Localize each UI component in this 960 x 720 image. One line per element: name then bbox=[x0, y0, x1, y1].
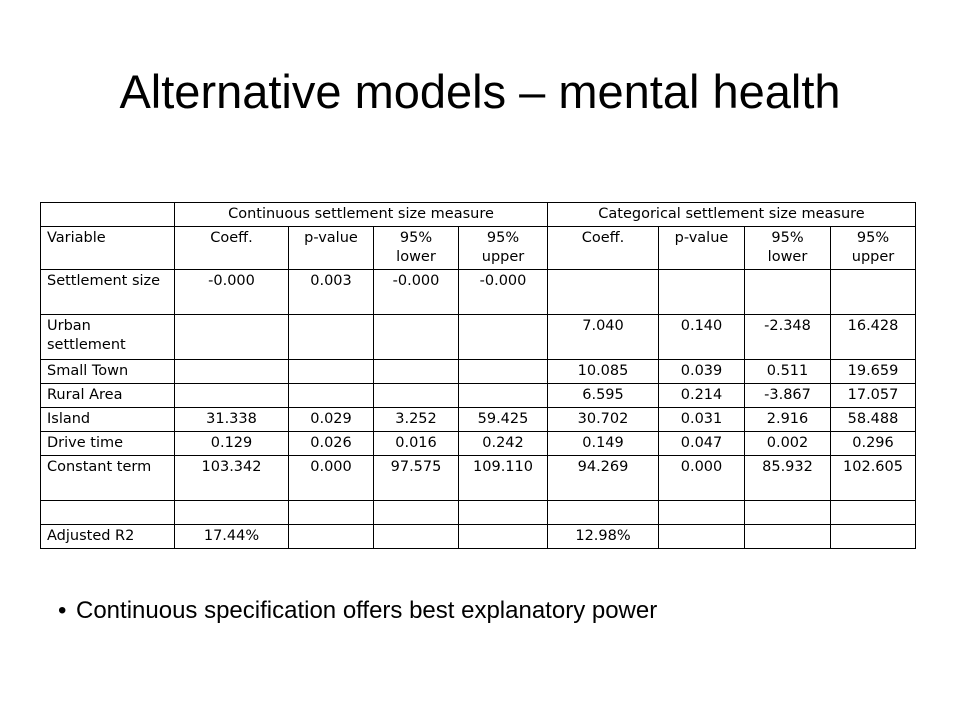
value-cell: 0.003 bbox=[289, 270, 374, 315]
value-cell bbox=[289, 525, 374, 549]
value-cell: 0.296 bbox=[831, 432, 916, 456]
value-cell: 0.000 bbox=[659, 456, 745, 501]
value-cell bbox=[745, 501, 831, 525]
value-cell: 0.029 bbox=[289, 408, 374, 432]
value-cell: 0.242 bbox=[459, 432, 548, 456]
group-header-cell bbox=[41, 203, 175, 227]
value-cell: 85.932 bbox=[745, 456, 831, 501]
value-cell bbox=[459, 315, 548, 360]
value-cell: -0.000 bbox=[459, 270, 548, 315]
value-cell: 0.129 bbox=[175, 432, 289, 456]
row-label-cell: Island bbox=[41, 408, 175, 432]
value-cell bbox=[659, 270, 745, 315]
slide-title: Alternative models – mental health bbox=[119, 65, 841, 118]
value-cell: 0.047 bbox=[659, 432, 745, 456]
value-cell: 12.98% bbox=[548, 525, 659, 549]
value-cell bbox=[659, 525, 745, 549]
value-cell: 59.425 bbox=[459, 408, 548, 432]
value-cell: 102.605 bbox=[831, 456, 916, 501]
value-cell bbox=[548, 501, 659, 525]
table-row bbox=[41, 525, 916, 549]
value-cell: 2.916 bbox=[745, 408, 831, 432]
value-cell bbox=[831, 525, 916, 549]
bullet-text: Continuous specification offers best explanatory power bbox=[76, 597, 658, 624]
column-header: 95% upper bbox=[459, 227, 548, 270]
value-cell: 19.659 bbox=[831, 360, 916, 384]
value-cell: 94.269 bbox=[548, 456, 659, 501]
value-cell bbox=[548, 270, 659, 315]
group-header-categorical: Categorical settlement size measure bbox=[548, 203, 916, 227]
column-header: 95% lower bbox=[745, 227, 831, 270]
value-cell bbox=[289, 360, 374, 384]
value-cell: 0.214 bbox=[659, 384, 745, 408]
row-label-cell bbox=[41, 501, 175, 525]
value-cell bbox=[374, 501, 459, 525]
value-cell bbox=[745, 270, 831, 315]
column-header: Coeff. bbox=[175, 227, 289, 270]
value-cell: 0.000 bbox=[289, 456, 374, 501]
value-cell bbox=[745, 525, 831, 549]
value-cell bbox=[459, 501, 548, 525]
value-cell bbox=[659, 501, 745, 525]
value-cell bbox=[289, 315, 374, 360]
row-label-cell: Rural Area bbox=[41, 384, 175, 408]
value-cell bbox=[175, 315, 289, 360]
value-cell: 58.488 bbox=[831, 408, 916, 432]
value-cell: 103.342 bbox=[175, 456, 289, 501]
value-cell bbox=[289, 501, 374, 525]
value-cell: 30.702 bbox=[548, 408, 659, 432]
row-label-cell: Drive time bbox=[41, 432, 175, 456]
group-header-continuous: Continuous settlement size measure bbox=[175, 203, 548, 227]
value-cell: 6.595 bbox=[548, 384, 659, 408]
value-cell: 97.575 bbox=[374, 456, 459, 501]
value-cell bbox=[831, 501, 916, 525]
value-cell: 0.016 bbox=[374, 432, 459, 456]
value-cell: 31.338 bbox=[175, 408, 289, 432]
value-cell: 7.040 bbox=[548, 315, 659, 360]
value-cell bbox=[374, 315, 459, 360]
row-label-cell: Constant term bbox=[41, 456, 175, 501]
column-header: p-value bbox=[289, 227, 374, 270]
value-cell: -2.348 bbox=[745, 315, 831, 360]
table-row bbox=[41, 456, 916, 501]
value-cell: 16.428 bbox=[831, 315, 916, 360]
row-label-cell: Urban settlement bbox=[41, 315, 175, 360]
table-row bbox=[41, 270, 916, 315]
value-cell bbox=[374, 525, 459, 549]
value-cell bbox=[831, 270, 916, 315]
value-cell bbox=[459, 525, 548, 549]
value-cell bbox=[289, 384, 374, 408]
column-header: p-value bbox=[659, 227, 745, 270]
value-cell: 0.031 bbox=[659, 408, 745, 432]
column-header: Variable bbox=[41, 227, 175, 270]
value-cell bbox=[459, 360, 548, 384]
value-cell bbox=[175, 384, 289, 408]
table-row bbox=[41, 408, 916, 432]
row-label-cell: Settlement size bbox=[41, 270, 175, 315]
value-cell: 109.110 bbox=[459, 456, 548, 501]
column-header: 95% lower bbox=[374, 227, 459, 270]
table-row bbox=[41, 432, 916, 456]
value-cell: 0.511 bbox=[745, 360, 831, 384]
regression-results-table bbox=[40, 202, 916, 549]
value-cell bbox=[175, 360, 289, 384]
column-header-row bbox=[41, 227, 916, 270]
table-row bbox=[41, 501, 916, 525]
value-cell: 10.085 bbox=[548, 360, 659, 384]
row-label-cell: Adjusted R2 bbox=[41, 525, 175, 549]
group-header-row bbox=[41, 203, 916, 227]
value-cell: 17.057 bbox=[831, 384, 916, 408]
value-cell: -3.867 bbox=[745, 384, 831, 408]
table-row bbox=[41, 384, 916, 408]
value-cell: 0.002 bbox=[745, 432, 831, 456]
column-header: Coeff. bbox=[548, 227, 659, 270]
value-cell bbox=[374, 360, 459, 384]
column-header: 95% upper bbox=[831, 227, 916, 270]
table-row bbox=[41, 315, 916, 360]
bullet-icon: • bbox=[58, 597, 67, 624]
table-row bbox=[41, 360, 916, 384]
value-cell: 3.252 bbox=[374, 408, 459, 432]
value-cell: -0.000 bbox=[175, 270, 289, 315]
value-cell: 0.039 bbox=[659, 360, 745, 384]
value-cell bbox=[175, 501, 289, 525]
value-cell: 0.149 bbox=[548, 432, 659, 456]
value-cell bbox=[374, 384, 459, 408]
bullet-item bbox=[58, 596, 657, 626]
row-label-cell: Small Town bbox=[41, 360, 175, 384]
value-cell: 17.44% bbox=[175, 525, 289, 549]
value-cell: 0.026 bbox=[289, 432, 374, 456]
value-cell: 0.140 bbox=[659, 315, 745, 360]
value-cell bbox=[459, 384, 548, 408]
value-cell: -0.000 bbox=[374, 270, 459, 315]
